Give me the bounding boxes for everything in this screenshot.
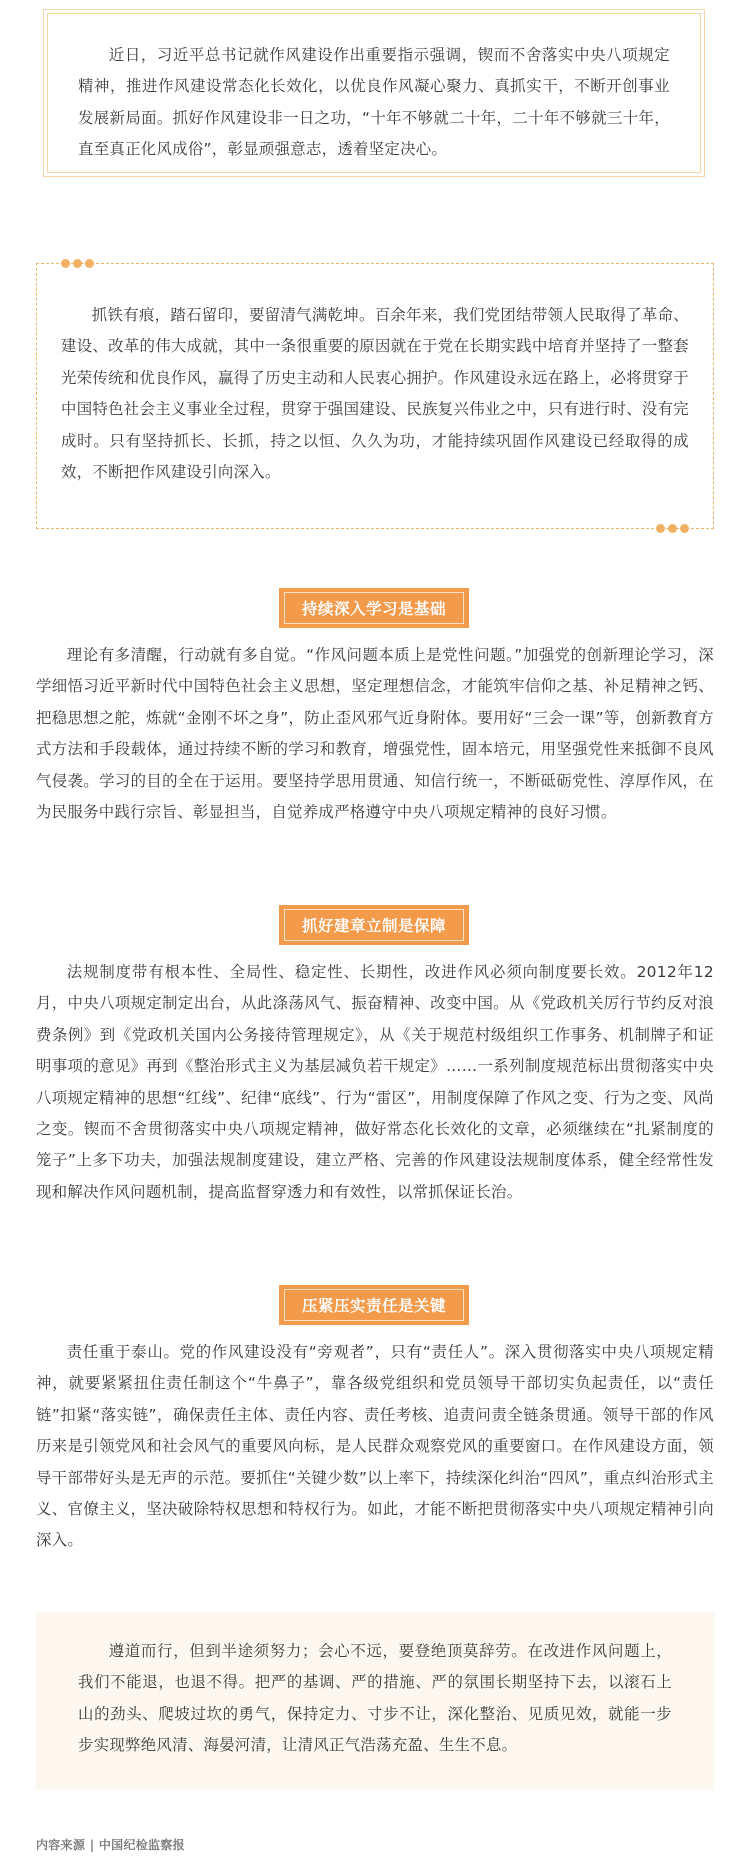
dot-icon (668, 524, 677, 533)
closing-box (36, 1612, 714, 1790)
intro-paragraph: 近日，习近平总书记就作风建设作出重要指示强调，锲而不舍落实中央八项规定精神，推进作风建设常态化长效化，以优良作风凝心聚力、真抓实干，不断开创事业发展新局面。抓好作风建设非一日之功，“十年不够就二十年，二十年不够就三十年，直至真正化风成俗”，彰显顽强意志，透着坚定决心。 (78, 46, 670, 159)
section-heading-3 (279, 1285, 469, 1325)
closing-paragraph: 遵道而行，但到半途须努力；会心不远，要登绝顶莫辞劳。在改进作风问题上，我们不能退，也退不得。把严的基调、严的措施、严的氛围长期坚持下去，以滚石上山的劲头、爬坡过坎的勇气，保持定力、寸步不让，深化整治、见质见效，就能一步步实现弊绝风清、海晏河清，让清风正气浩荡充盈、生生不息。 (78, 1642, 672, 1755)
section-1-text (36, 640, 714, 828)
dot-icon (61, 259, 70, 268)
dot-icon (680, 524, 689, 533)
source-label: 内容来源 (36, 1838, 86, 1852)
section-2-text (36, 957, 714, 1208)
section-2-paragraph: 法规制度带有根本性、全局性、稳定性、长期性，改进作风必须向制度要长效。2012年12月，中央八项规定制定出台，从此涤荡风气、振奋精神、改变中国。从《党政机关厉行节约反对浪费条例》到《党政机关国内公务接待管理规定》，从《关于规范村级组织工作事务、机制牌子和证明事项的意见》再到《整治形式主义为基层减负若干规定》……一系列制度规范标出贯彻落实中央八项规定精神的思想“红线”、纪律“底线”、行为“雷区”，用制度保障了作风之变、行为之变、风尚之变。锲而不舍贯彻落实中央八项规定精神，做好常态化长效化的文章，必须继续在“扎紧制度的笼子”上多下功夫，加强法规制度建设，建立严格、完善的作风建设法规制度体系，健全经常性发现和解决作风问题机制，提高监督穿透力和有效性，以常抓保证长治。 (36, 963, 714, 1201)
decorative-dots-bottom-right (656, 524, 689, 533)
source-separator: | (89, 1838, 95, 1852)
section-1-paragraph: 理论有多清醒，行动就有多自觉。“作风问题本质上是党性问题。”加强党的创新理论学习，深学细悟习近平新时代中国特色社会主义思想，坚定理想信念，才能筑牢信仰之基、补足精神之钙、把稳思想之舵，炼就“金刚不坏之身”，防止歪风邪气近身附体。要用好“三会一课”等，创新教育方式方法和手段载体，通过持续不断的学习和教育，增强党性，固本培元，用坚强党性来抵御不良风气侵袭。学习的目的全在于运用。要坚持学思用贯通、知信行统一，不断砥砺党性、淳厚作风，在为民服务中践行宗旨、彰显担当，自觉养成严格遵守中央八项规定精神的良好习惯。 (36, 646, 714, 822)
section-heading-2 (279, 905, 469, 945)
intro-box (43, 9, 705, 177)
decorative-dots-top-left (61, 259, 94, 268)
source-name: 中国纪检监察报 (98, 1838, 185, 1852)
dot-icon (656, 524, 665, 533)
dot-icon (85, 259, 94, 268)
section-heading-3-label: 压紧压实责任是关键 (284, 1289, 464, 1321)
section-heading-1-label: 持续深入学习是基础 (284, 592, 464, 624)
section-3-text (36, 1337, 714, 1557)
quote-box (36, 263, 714, 529)
section-heading-1 (279, 588, 469, 628)
quote-paragraph: 抓铁有痕，踏石留印，要留清气满乾坤。百余年来，我们党团结带领人民取得了革命、建设、改革的伟大成就，其中一条很重要的原因就在于党在长期实践中培育并坚持了一整套光荣传统和优良作风，赢得了历史主动和人民衷心拥护。作风建设永远在路上，必将贯穿于中国特色社会主义事业全过程，贯穿于强国建设、民族复兴伟业之中，只有进行时、没有完成时。只有坚持抓长、长抓，持之以恒、久久为功，才能持续巩固作风建设已经取得的成效，不断把作风建设引向深入。 (61, 306, 689, 482)
section-heading-2-label: 抓好建章立制是保障 (284, 909, 464, 941)
content-source (36, 1836, 185, 1853)
intro-inner-border (47, 13, 701, 173)
dot-icon (73, 259, 82, 268)
section-3-paragraph: 责任重于泰山。党的作风建设没有“旁观者”，只有“责任人”。深入贯彻落实中央八项规定精神，就要紧紧扭住责任制这个“牛鼻子”，靠各级党组织和党员领导干部切实负起责任，以“责任链”扣紧“落实链”，确保责任主体、责任内容、责任考核、追责问责全链条贯通。领导干部的作风历来是引领党风和社会风气的重要风向标，是人民群众观察党风的重要窗口。在作风建设方面，领导干部带好头是无声的示范。要抓住“关键少数”以上率下，持续深化纠治“四风”，重点纠治形式主义、官僚主义，坚决破除特权思想和特权行为。如此，才能不断把贯彻落实中央八项规定精神引向深入。 (36, 1343, 714, 1550)
